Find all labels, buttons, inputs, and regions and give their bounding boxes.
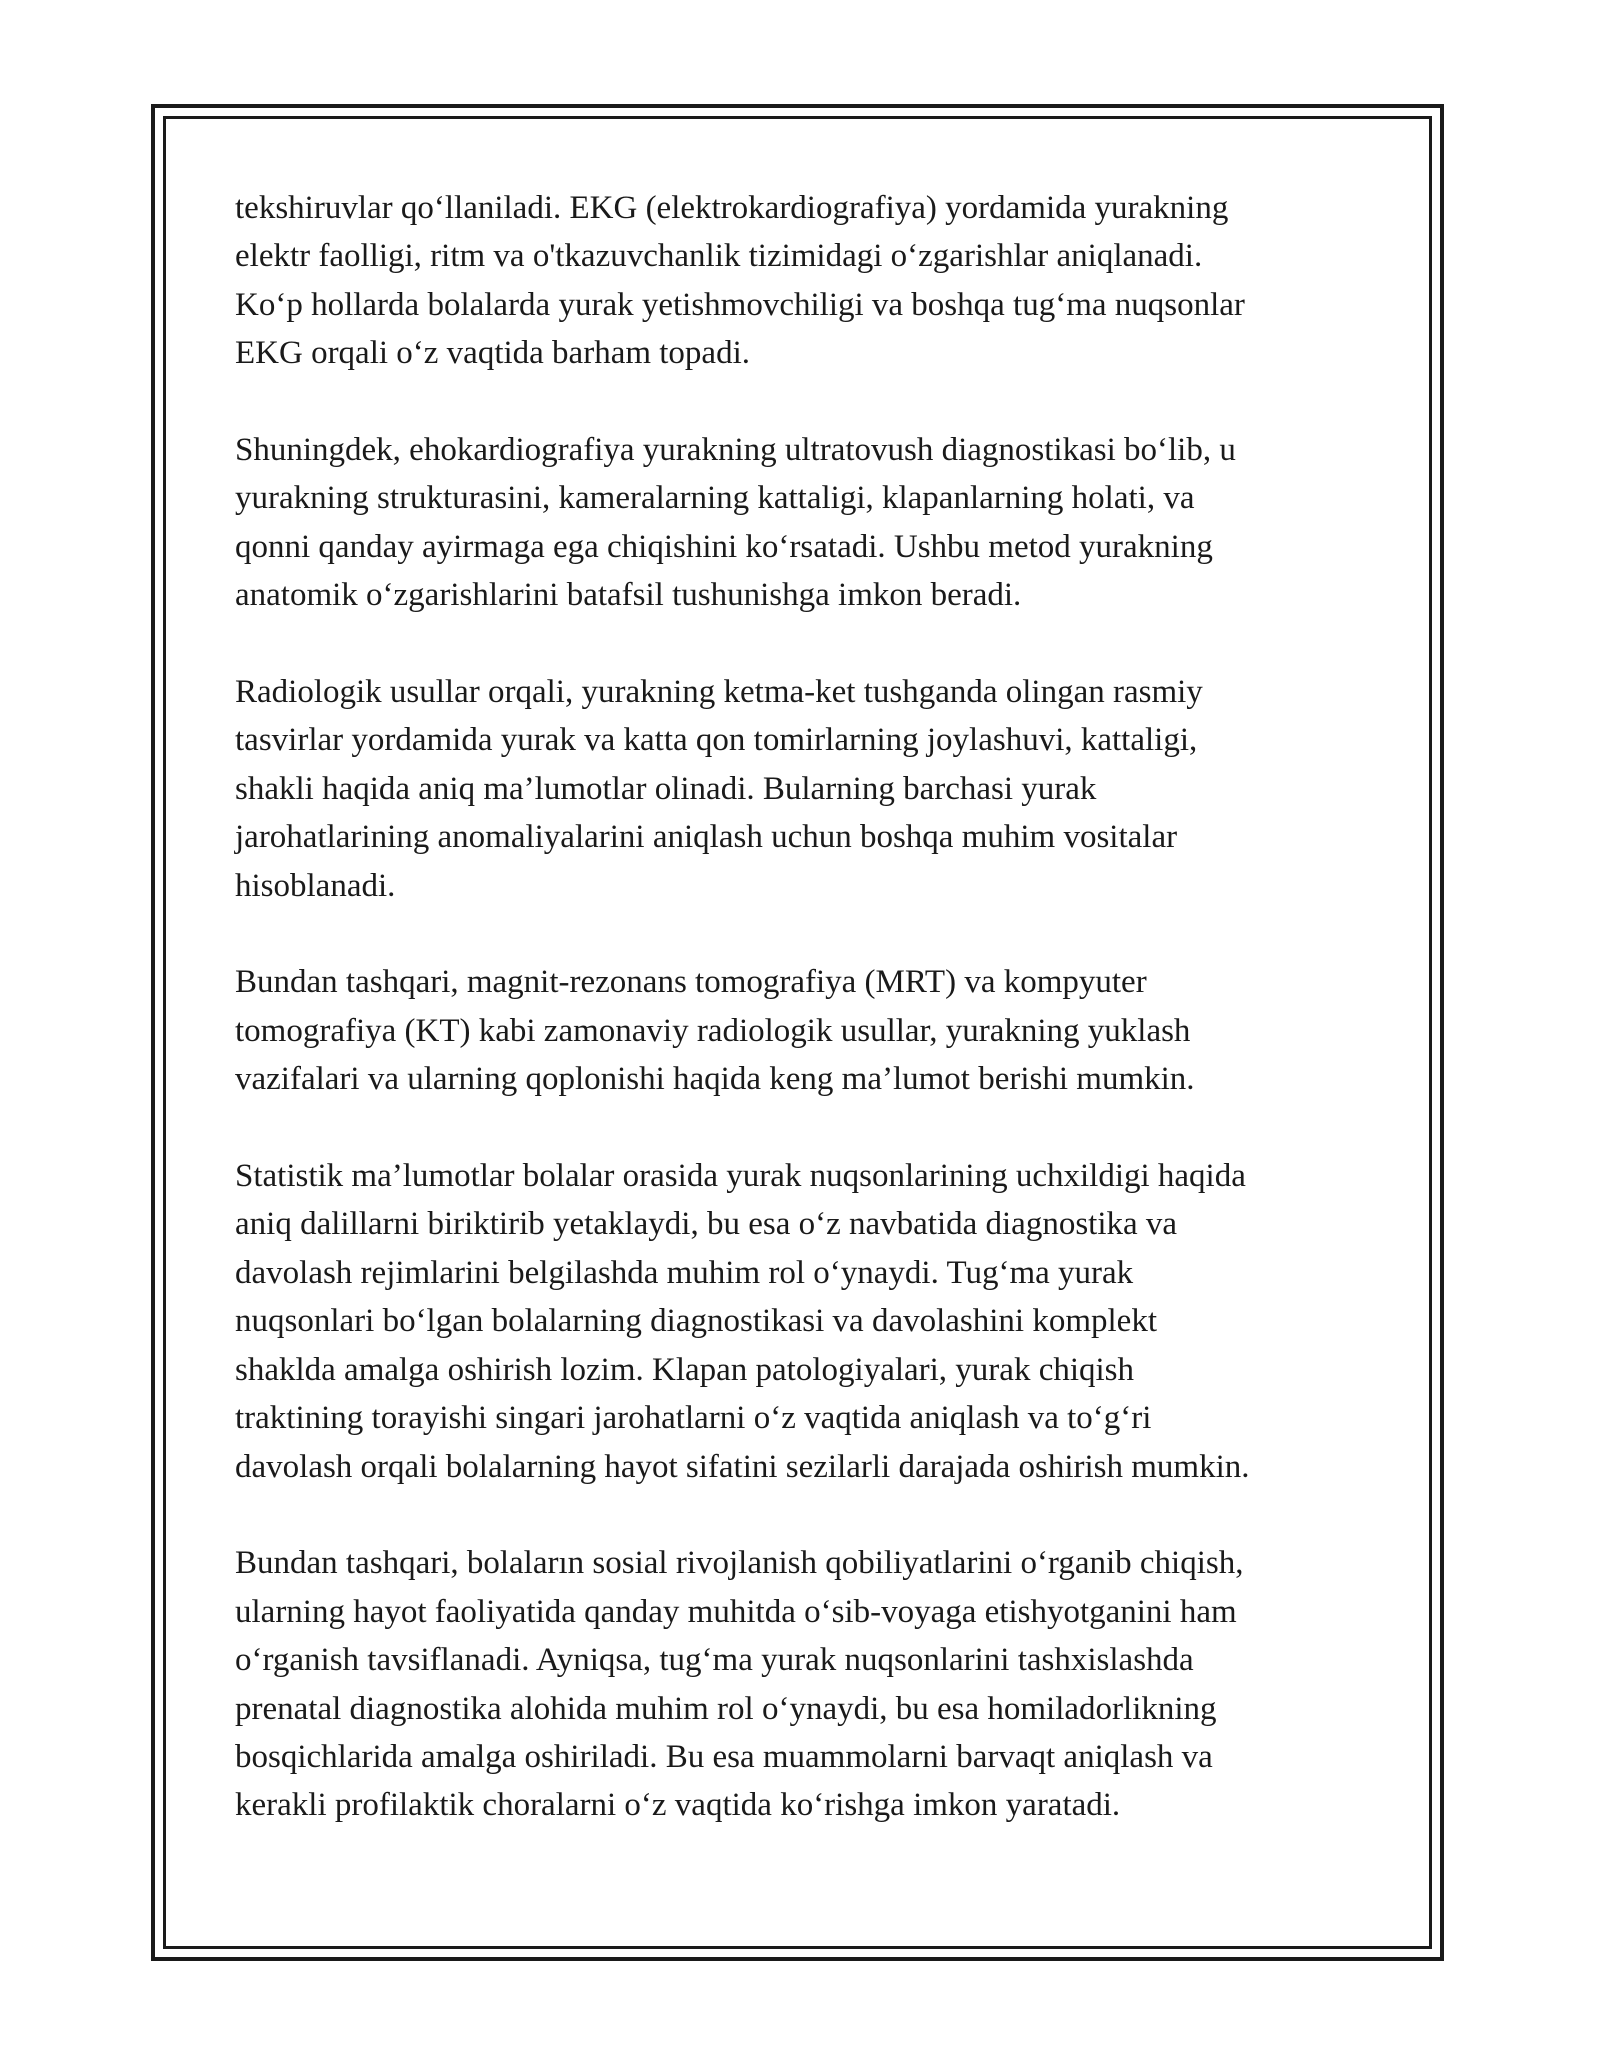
text-line: kerakli profilaktik choralarni o‘z vaqtida ko‘rishga imkon yaratadi.	[235, 1787, 1121, 1824]
text-line: yurakning strukturasini, kameralarning kattaligi, klapanlarning holati, va	[235, 480, 1195, 517]
text-line: qonni qanday ayirmaga ega chiqishini ko‘rsatadi. Ushbu metod yurakning	[235, 528, 1213, 565]
text-line: ularning hayot faoliyatida qanday muhitda o‘sib-voyaga etishyotganini ham	[235, 1593, 1237, 1630]
paragraph-statistics	[235, 1152, 1375, 1491]
paragraph-ekg	[235, 184, 1375, 378]
text-line: nuqsonlari bo‘lgan bolalarning diagnostikasi va davolashini komplekt	[235, 1303, 1158, 1340]
text-line: o‘rganish tavsiflanadi. Ayniqsa, tug‘ma yurak nuqsonlarini tashxislashda	[235, 1642, 1194, 1679]
text-line: shaklda amalga oshirish lozim. Klapan patologiyalari, yurak chiqish	[235, 1351, 1135, 1388]
text-line: anatomik o‘zgarishlarini batafsil tushunishga imkon beradi.	[235, 577, 1022, 614]
text-line: davolash orqali bolalarning hayot sifatini sezilarli darajada oshirish mumkin.	[235, 1448, 1250, 1485]
text-line: aniq dalillarni biriktirib yetaklaydi, bu esa o‘z navbatida diagnostika va	[235, 1206, 1178, 1243]
text-line: Bundan tashqari, magnit-rezonans tomografiya (MRT) va kompyuter	[235, 964, 1147, 1001]
document-body	[235, 184, 1375, 1878]
text-line: Radiologik usullar orqali, yurakning ketma-ket tushganda olingan rasmiy	[235, 674, 1203, 711]
paragraph-radiology	[235, 668, 1375, 910]
text-line: hisoblanadi.	[235, 867, 396, 904]
text-line: Ko‘p hollarda bolalarda yurak yetishmovchiligi va boshqa tug‘ma nuqsonlar	[235, 286, 1245, 323]
text-line: jarohatlarining anomaliyalarini aniqlash uchun boshqa muhim vositalar	[235, 819, 1178, 856]
text-line: prenatal diagnostika alohida muhim rol o‘ynaydi, bu esa homiladorlikning	[235, 1690, 1217, 1727]
text-line: Bundan tashqari, bolaların sosial rivojlanish qobiliyatlarini o‘rganib chiqish,	[235, 1545, 1244, 1582]
paragraph-social-development	[235, 1539, 1375, 1829]
text-line: shakli haqida aniq ma’lumotlar olinadi. Bularning barchasi yurak	[235, 770, 1097, 807]
text-line: tomografiya (KT) kabi zamonaviy radiologik usullar, yurakning yuklash	[235, 1012, 1191, 1049]
text-line: elektr faolligi, ritm va o'tkazuvchanlik tizimidagi o‘zgarishlar aniqlanadi.	[235, 238, 1203, 275]
text-line: tekshiruvlar qo‘llaniladi. EKG (elektrokardiografiya) yordamida yurakning	[235, 190, 1229, 226]
text-line: davolash rejimlarini belgilashda muhim rol o‘ynaydi. Tug‘ma yurak	[235, 1254, 1134, 1291]
text-line: Statistik ma’lumotlar bolalar orasida yurak nuqsonlarining uchxildigi haqida	[235, 1158, 1246, 1195]
paragraph-mrt-kt	[235, 958, 1375, 1103]
text-line: vazifalari va ularning qoplonishi haqida keng ma’lumot berishi mumkin.	[235, 1061, 1195, 1098]
text-line: Shuningdek, ehokardiografiya yurakning ultratovush diagnostikasi bo‘lib, u	[235, 432, 1236, 469]
text-line: EKG orqali o‘z vaqtida barham topadi.	[235, 335, 750, 372]
text-line: traktining torayishi singari jarohatlarni o‘z vaqtida aniqlash va to‘g‘ri	[235, 1400, 1152, 1437]
text-line: tasvirlar yordamida yurak va katta qon tomirlarning joylashuvi, kattaligi,	[235, 722, 1198, 759]
text-line: bosqichlarida amalga oshiriladi. Bu esa muammolarni barvaqt aniqlash va	[235, 1738, 1213, 1775]
paragraph-echocardiography	[235, 426, 1375, 620]
